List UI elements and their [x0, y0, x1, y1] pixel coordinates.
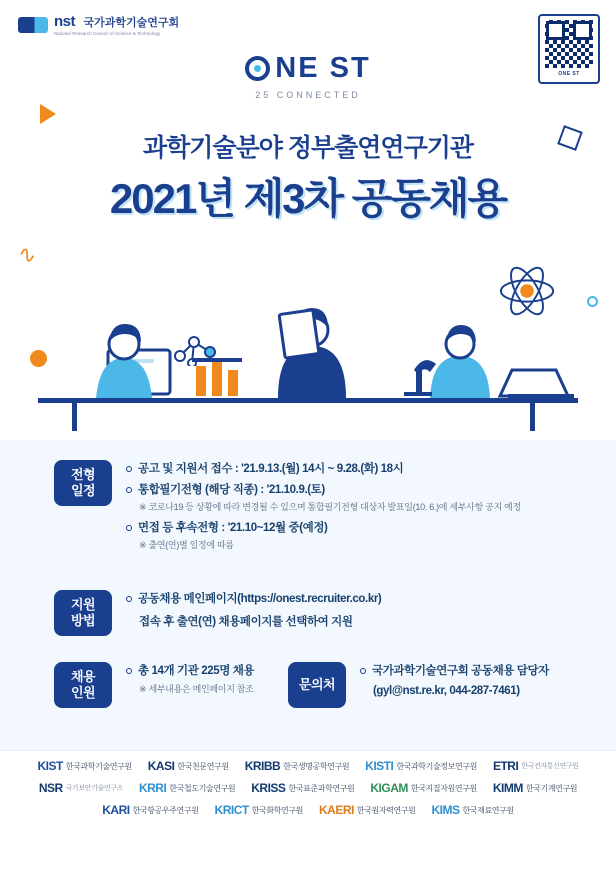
onest-brand-name-wrap: [245, 52, 370, 85]
section-headcount-tag: [54, 662, 112, 708]
nst-logo-korean: 국가과학기술연구회: [83, 17, 180, 29]
section-schedule-body: [126, 460, 521, 559]
section-schedule-tag-line1: 전형: [70, 466, 96, 482]
section-schedule: [54, 460, 521, 559]
contact-item-1-text: 국가과학기술연구회 공동채용 담당자: [372, 665, 549, 677]
logo-kimm-name: 한국기계연구원: [525, 783, 578, 793]
logo-kisti-name: 한국과학기술정보연구원: [396, 761, 477, 771]
logo-kims: [431, 803, 513, 817]
logo-kasi: [148, 759, 229, 773]
logo-krri-name: 한국철도기술연구원: [169, 783, 236, 793]
section-apply-tag: [54, 590, 112, 636]
headcount-item-1-text: 총 14개 기관 225명 채용: [138, 665, 255, 677]
logo-kist: [37, 759, 131, 773]
schedule-item-2-text: 통합필기전형 (해당 직종) : '21.10.9.(토): [138, 483, 325, 496]
logo-kigam: [370, 781, 476, 795]
contact-item-1: [360, 664, 549, 680]
logo-etri-name: 한국전자통신연구원: [521, 763, 579, 770]
schedule-item-3-text: 면접 등 후속전형 : '21.10~12월 중(예정): [138, 521, 328, 534]
nst-logo-abbr: nst: [54, 13, 75, 30]
contact-item-2-text[interactable]: (gyl@nst.re.kr, 044-287-7461): [373, 684, 520, 697]
schedule-note-2: ※ 출연(연)별 일정에 따름: [139, 540, 234, 551]
logo-krict-mark: KRICT: [214, 803, 249, 817]
logo-row-2: [0, 781, 616, 795]
logo-kasi-name: 한국천문연구원: [177, 761, 229, 771]
nst-logo-text: [54, 14, 179, 36]
logo-krri-mark: KRRI: [138, 781, 167, 795]
section-contact-tag-line1: 문의처: [298, 676, 336, 692]
section-apply-tag-line2: 방법: [70, 613, 96, 628]
logo-kriss: [251, 781, 354, 795]
bullet-icon: [126, 596, 132, 602]
info-panel: [0, 440, 616, 750]
bullet-icon: [126, 525, 132, 531]
onest-brand-name: NE ST: [275, 52, 371, 84]
schedule-item-1: [126, 462, 521, 478]
section-headcount: [54, 662, 254, 708]
logo-row-1: [0, 759, 616, 773]
logo-kigam-name: 한국지질자원연구원: [410, 783, 477, 793]
logo-kari-mark: KARI: [102, 803, 130, 817]
nst-logo-mark: [18, 17, 48, 33]
logo-kimm: [493, 781, 577, 795]
title-line-1: 과학기술분야 정부출연연구기관: [142, 134, 474, 162]
section-apply-body: [126, 590, 381, 634]
logo-kribb-name: 한국생명공학연구원: [283, 761, 350, 771]
logo-kribb: [245, 759, 349, 773]
dna-helix-icon: ∿: [15, 240, 40, 269]
logo-kigam-mark: KIGAM: [370, 781, 408, 795]
triangle-decoration-icon: [40, 104, 56, 124]
nst-logo-english: National Research Council of Science & Technology: [54, 31, 161, 36]
logo-kaeri: [319, 803, 415, 817]
bullet-icon: [126, 487, 132, 493]
headcount-note: ※ 세부내용은 메인페이지 참조: [139, 683, 254, 694]
logo-kims-mark: KIMS: [431, 803, 460, 817]
schedule-note-1: ※ 코로나19 등 상황에 따라 변경될 수 있으며 통합필기전형 대상자 발표일(10. 6.)에 세부사항 공지 예정: [139, 502, 521, 513]
apply-item-1-text: 공동채용 메인페이지(https://onest.recruiter.co.kr): [138, 593, 382, 605]
logo-kari: [102, 803, 198, 817]
logo-etri-mark: ETRI: [492, 759, 519, 773]
section-contact-body: [360, 662, 549, 702]
section-contact: [288, 662, 549, 708]
logo-nsr-mark: NSR: [38, 781, 63, 795]
logo-kasi-mark: KASI: [147, 759, 175, 773]
section-apply-tag-line1: 지원: [70, 596, 96, 612]
logo-nsr-name: 국가보안기술연구소: [65, 785, 123, 792]
logo-kist-mark: KIST: [37, 759, 63, 773]
section-headcount-tag-line1: 채용: [70, 668, 96, 684]
schedule-item-3: [126, 521, 521, 537]
logo-nsr: [39, 781, 123, 795]
logo-krri: [139, 781, 235, 795]
logo-krict-name: 한국화학연구원: [251, 805, 303, 815]
section-schedule-tag-line2: 일정: [70, 483, 96, 498]
title-line-2: 2021년 제3차 공동채용: [109, 175, 507, 222]
logo-kriss-mark: KRISS: [251, 781, 286, 795]
section-schedule-tag: [54, 460, 112, 506]
logo-kims-name: 한국재료연구원: [462, 805, 514, 815]
logo-kist-name: 한국과학기술연구원: [65, 761, 132, 771]
onest-o-icon: [245, 56, 270, 81]
logo-kisti-mark: KISTI: [365, 759, 394, 773]
schedule-item-1-text: 공고 및 지원서 접수 : '21.9.13.(월) 14시 ~ 9.28.(화) 18시: [138, 463, 404, 475]
onest-brand-tagline: 25 CONNECTED: [255, 90, 361, 100]
bullet-icon: [126, 466, 132, 472]
logo-kaeri-name: 한국원자력연구원: [356, 805, 416, 815]
logo-kaeri-mark: KAERI: [319, 803, 354, 817]
logo-kriss-name: 한국표준과학연구원: [288, 783, 355, 793]
nst-logo: [18, 14, 179, 36]
institution-logo-footer: [0, 750, 616, 875]
logo-kimm-mark: KIMM: [492, 781, 523, 795]
apply-item-2-text: 접속 후 출연(연) 채용페이지를 선택하여 지원: [139, 615, 353, 628]
logo-kisti: [365, 759, 477, 773]
onest-brand-logo: [0, 52, 616, 100]
section-contact-tag: [288, 662, 346, 708]
researchers-illustration: [0, 258, 616, 438]
logo-row-3: [0, 803, 616, 817]
section-apply-method: [54, 590, 381, 636]
bullet-icon: [360, 668, 366, 674]
bullet-icon: [126, 668, 132, 674]
logo-kari-name: 한국항공우주연구원: [132, 805, 199, 815]
section-headcount-body: [126, 662, 254, 702]
logo-kribb-mark: KRIBB: [244, 759, 281, 773]
headcount-item-1: [126, 664, 254, 680]
apply-item-1[interactable]: [126, 592, 381, 608]
qr-code-label: ONE ST: [558, 71, 580, 77]
schedule-item-2: [126, 483, 521, 499]
logo-etri: [493, 759, 579, 773]
section-headcount-tag-line2: 인원: [70, 685, 96, 700]
logo-krict: [215, 803, 303, 817]
